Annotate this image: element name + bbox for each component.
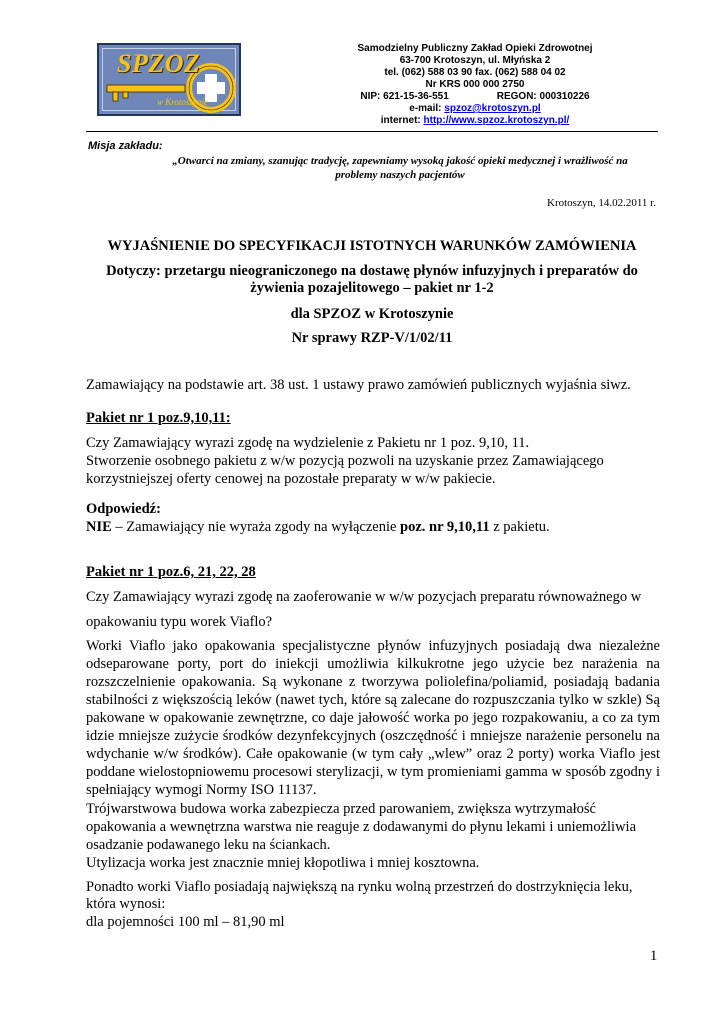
answer-label: Odpowiedź: (86, 501, 161, 517)
spzoz-logo (97, 43, 241, 116)
org-phone: tel. (062) 588 03 90 fax. (062) 588 04 02 (384, 67, 566, 78)
answer-end: z pakietu. (489, 519, 550, 535)
section-2-heading: Pakiet nr 1 poz.6, 21, 22, 28 (86, 564, 256, 580)
section-2-paragraph-3c: dla pojemności 100 ml – 81,90 ml (86, 914, 285, 930)
intro-paragraph: Zamawiający na podstawie art. 38 ust. 1 ustawy prawo zamówień publicznych wyjaśnia siwz. (86, 377, 631, 393)
mission-label: Misja zakładu: (88, 140, 163, 152)
section-1-question-1: Czy Zamawiający wyrazi zgodę na wydzielenie z Pakietu nr 1 poz. 9,10, 11. (86, 435, 530, 451)
email-label: e-mail: (409, 103, 445, 114)
recipient-line: dla SPZOZ w Krotoszynie (290, 306, 454, 322)
org-nip-regon (330, 91, 620, 103)
section-2-question-2: opakowaniu typu worek Viaflo? (86, 614, 273, 630)
section-2-paragraph-2a: Trójwarstwowa budowa worka zabezpiecza przed parowaniem, zwiększa wytrzymałość (86, 801, 596, 817)
subject-line-1: Dotyczy: przetargu nieograniczonego na dostawę płynów infuzyjnych i preparatów do (106, 263, 638, 279)
mission-line-2: problemy naszych pacjentów (335, 169, 465, 181)
section-2-paragraph-1: Worki Viaflo jako opakowania specjalistyczne płynów infuzyjnych posiadają dwa niezależne odseparowane porty, port do iniekcji umożliwia kilkukrotne jego użycie bez narażenia na rozszczelnienie opakowania. Są wykonane z tworzywa poliolefina/poliamid, posiadają badania stabilności z większością leków (nawet tych, które są zalecane do rozpuszczania tylko w szkle) Są pakowane w opakowanie zewnętrzne, co daje jałowość worka po jego rozpakowaniu, a co za tym idzie mniejsze zużycie środków dezynfekcyjnych (oszczędność i mniejsze narażenie personelu na wdychanie w/w środków). Całe opakowanie (w tym cały „wlew” oraz 2 porty) worka Viaflo jest poddane wielostopniowemu procesowi sterylizacji, w tym promieniami gamma w sposób zgodny i spełniający wymogi Normy ISO 11137. (86, 638, 660, 798)
section-2-paragraph-2d: Utylizacja worka jest znacznie mniej kłopotliwa i mniej kosztowna. (86, 855, 480, 871)
org-name: Samodzielny Publiczny Zakład Opieki Zdrowotnej (357, 43, 593, 54)
section-2-paragraph-3b: która wynosi: (86, 896, 166, 912)
org-address: 63-700 Krotoszyn, ul. Młyńska 2 (399, 55, 551, 66)
logo-text: SPZOZ (117, 49, 201, 78)
header-divider (86, 131, 658, 132)
section-1-question-2: Stworzenie osobnego pakietu z w/w pozycją pozwoli na uzyskanie przez Zamawiającego (86, 453, 604, 469)
org-regon: REGON: 000310226 (496, 91, 590, 102)
section-2-paragraph-3a: Ponadto worki Viaflo posiadają największą na rynku wolną przestrzeń do dostrzyknięcia leku, (86, 879, 633, 895)
section-2-paragraph-2c: osadzanie podawanego leku na ściankach. (86, 837, 331, 853)
page-number: 1 (650, 948, 658, 964)
document-date: Krotoszyn, 14.02.2011 r. (547, 197, 656, 209)
logo-subtitle: w Krotoszynie (157, 97, 208, 107)
internet-label: internet: (380, 115, 424, 126)
document-title: WYJAŚNIENIE DO SPECYFIKACJI ISTOTNYCH WARUNKÓW ZAMÓWIENIA (107, 238, 637, 254)
subject-line-2: żywienia pozajelitowego – pakiet nr 1-2 (250, 280, 494, 296)
section-2-question-1: Czy Zamawiający wyrazi zgodę na zaoferowanie w w/w pozycjach preparatu równoważnego w (86, 589, 642, 605)
org-krs: Nr KRS 000 000 2750 (425, 79, 525, 90)
website-link[interactable]: http://www.spzoz.krotoszyn.pl/ (423, 115, 570, 126)
section-1-heading: Pakiet nr 1 poz.9,10,11: (86, 410, 231, 426)
section-2-paragraph-2b: opakowania a wewnętrzna warstwa nie reaguje z dodawanymi do płynu lekami i uniemożliwia (86, 819, 637, 835)
answer-text (86, 518, 660, 536)
section-1-question-3: korzystniejszej oferty cenowej na pozostałe preparaty w w/w pakiecie. (86, 471, 496, 487)
answer-positions: poz. nr 9,10,11 (400, 519, 490, 535)
email-link[interactable]: spzoz@krotoszyn.pl (444, 103, 541, 114)
answer-mid: – Zamawiający nie wyraża zgody na wyłączenie (111, 519, 401, 535)
answer-nie: NIE (86, 519, 112, 535)
org-email-line (330, 103, 620, 115)
mission-line-1: „Otwarci na zmiany, szanując tradycję, zapewniamy wysoką jakość opieki medycznej i wrażliwość na (172, 155, 628, 167)
case-number: Nr sprawy RZP-V/1/02/11 (291, 330, 453, 346)
org-nip: NIP: 621-15-36-551 (360, 91, 449, 102)
org-internet-line (330, 115, 620, 127)
